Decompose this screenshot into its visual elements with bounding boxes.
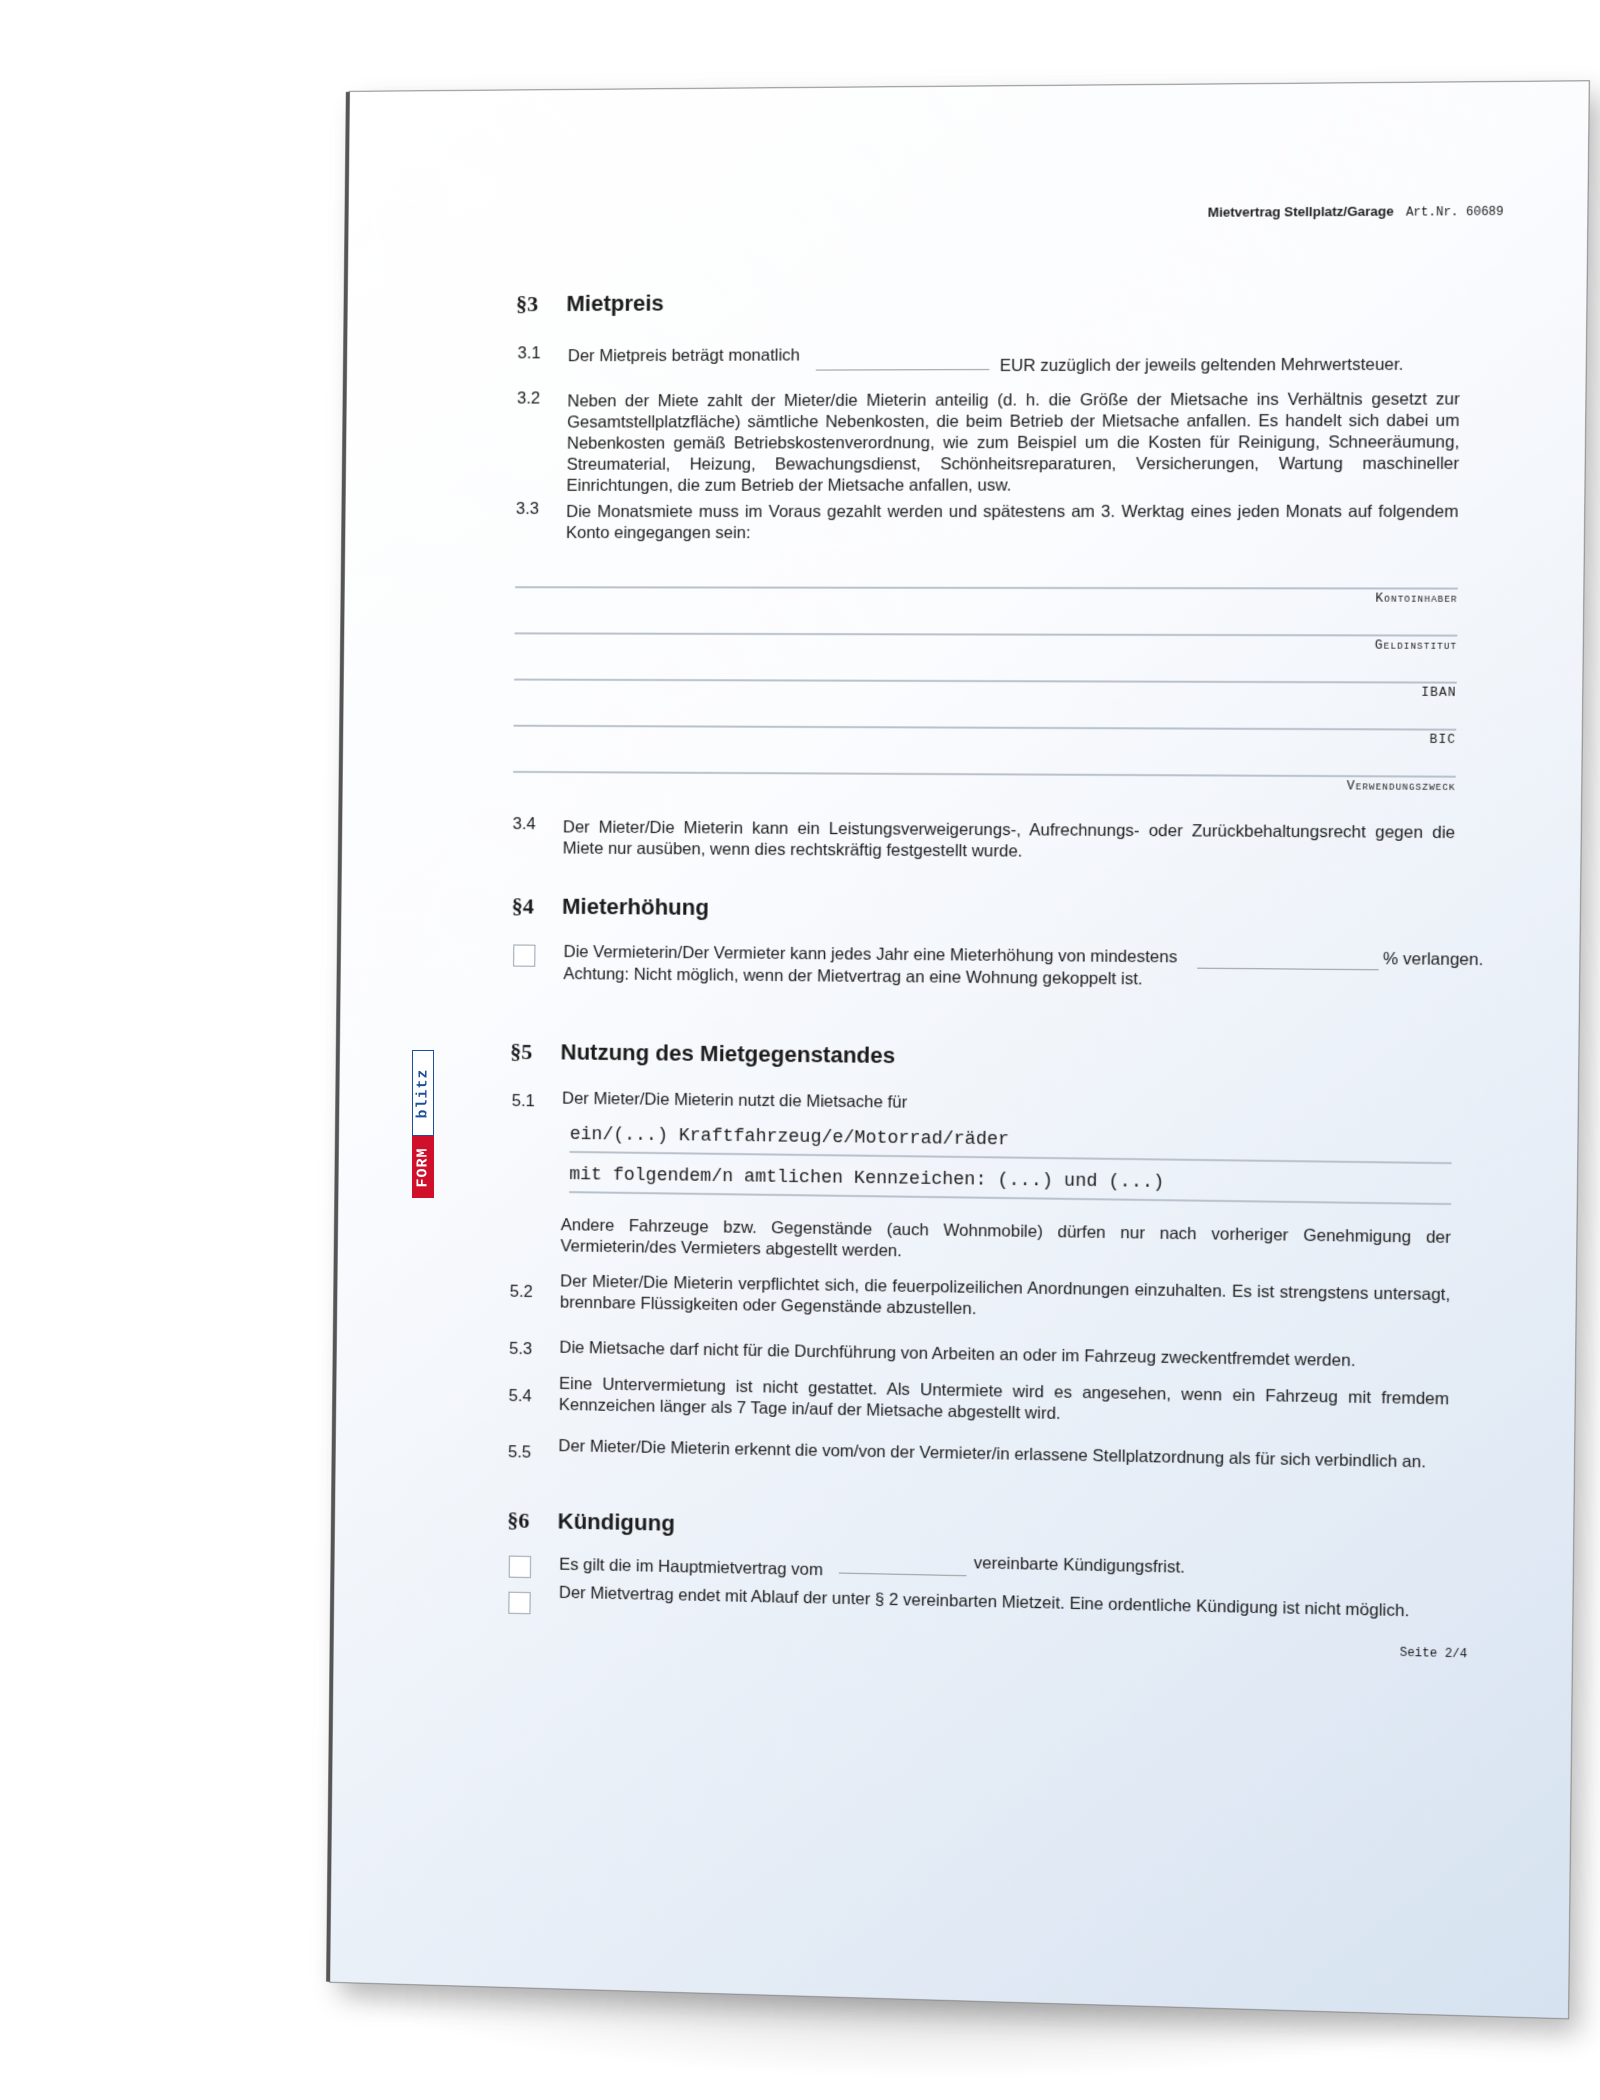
rent-increase-checkbox[interactable] [513, 944, 535, 966]
section-4-heading [512, 893, 710, 921]
account-holder-line[interactable] [515, 586, 1458, 589]
termination-option-1-before: Es gilt die im Hauptmietvertrag vom [559, 1555, 824, 1580]
vehicle-count-text: ein/(...) Kraftfahrzeug/e/Motorrad/räder [569, 1124, 1010, 1151]
clause-number: 5.1 [511, 1091, 535, 1111]
clause-5-3-text: Die Mietsache darf nicht für die Durchführung von Arbeiten an oder im Fahrzeug zweckentfremdet werden. [559, 1338, 1356, 1371]
rent-amount-field[interactable] [816, 369, 990, 371]
termination-option-1-after: vereinbarte Kündigungsfrist. [973, 1554, 1186, 1577]
payment-reference-label: Verwendungszweck [1346, 779, 1456, 795]
section-6-heading [507, 1507, 675, 1537]
payment-reference-line[interactable] [513, 771, 1456, 778]
clause-3-3-text: Die Monatsmiete muss im Voraus gezahlt werden und spätestens am 3. Werktag eines jeden Monats auf folgendem Konto eingegangen sein: [565, 502, 1459, 543]
license-plate-line[interactable] [569, 1191, 1451, 1205]
bank-name-line[interactable] [515, 632, 1458, 636]
document-title: Mietvertrag Stellplatz/Garage [1207, 203, 1394, 220]
document-header [1208, 203, 1504, 221]
rent-increase-note: Achtung: Nicht möglich, wenn der Mietvertrag an eine Wohnung gekoppelt ist. [563, 965, 1143, 989]
clause-number: 5.4 [508, 1386, 532, 1406]
section-6-number: §6 [507, 1507, 530, 1533]
clause-number: 5.5 [507, 1443, 532, 1462]
logo-blitz-part [412, 1050, 434, 1136]
clause-number: 3.4 [512, 815, 536, 834]
vehicle-count-line[interactable] [570, 1151, 1452, 1164]
rent-increase-unit: % verlangen. [1382, 949, 1484, 970]
iban-line[interactable] [514, 679, 1457, 684]
clause-5-2-text: Der Mieter/Die Mieterin verpflichtet sich, die feuerpolizeilichen Anordnungen einzuhalten. Es ist strengstens untersagt, brennbare Flüssigkeiten oder Gegenstände abzustellen. [559, 1272, 1451, 1319]
document-page [330, 81, 1589, 2018]
license-plate-text: mit folgendem/n amtlichen Kennzeichen: (...) und (...) [569, 1164, 1165, 1194]
rent-increase-text: Die Vermieterin/Der Vermieter kann jedes Jahr eine Mieterhöhung von mindestens [563, 942, 1178, 967]
clause-5-4-text: Eine Untervermietung ist nicht gestattet. Als Untermiete wird es angesehen, wenn ein Fahrzeug mit fremdem Kennzeichen länger als 7 Tage in/auf der Mietsache abgestellt wird. [558, 1374, 1450, 1423]
logo-form-part [412, 1136, 434, 1198]
clause-number: 5.3 [509, 1339, 533, 1359]
termination-option-2-checkbox[interactable] [508, 1592, 530, 1615]
clause-3-1-before: Der Mietpreis beträgt monatlich [567, 346, 801, 366]
bic-line[interactable] [514, 725, 1457, 731]
section-5-number: §5 [510, 1038, 533, 1065]
formblitz-logo [412, 1050, 434, 1198]
termination-option-2-text: Der Mietvertrag endet mit Ablauf der unter § 2 vereinbarten Mietzeit. Eine ordentliche Kündigung ist nicht möglich. [558, 1583, 1410, 1621]
clause-5-1-text: Der Mieter/Die Mieterin nutzt die Mietsache für [561, 1089, 908, 1112]
section-3-heading [516, 290, 664, 317]
bic-label: BIC [1429, 732, 1457, 748]
termination-option-1-checkbox[interactable] [509, 1556, 531, 1579]
section-3-title: Mietpreis [566, 290, 665, 317]
clause-number: 5.2 [509, 1282, 533, 1302]
clause-3-2-text: Neben der Miete zahlt der Mieter/die Mieterin anteilig (d. h. die Größe der Mietsache ins Verhältnis gesetzt zur Gesamtstellplatzfläche) sämtliche Nebenkosten, die beim Betrieb der Mietsache anfallen. Es handelt sich dabei um Nebenkosten gemäß Betriebskostenverordnung, wie zum Beispiel um die Kosten für Reinigung, Schneeräumung, Streumaterial, Heizung, Bewachungsdienst, Schönheitsreparaturen, Versicherungen, Wartung maschineller Einrichtungen, die zum Betrieb der Mietsache anfallen, usw. [566, 390, 1460, 495]
page-number: Seite 2/4 [1399, 1645, 1468, 1662]
clause-3-1-after: EUR zuzüglich der jeweils geltenden Mehrwertsteuer. [999, 355, 1404, 376]
section-4-number: §4 [511, 893, 534, 919]
account-holder-label: Kontoinhaber [1375, 591, 1458, 606]
section-5-heading [510, 1039, 895, 1069]
section-4-title: Mieterhöhung [561, 893, 710, 920]
section-5-title: Nutzung des Mietgegenstandes [560, 1039, 896, 1069]
clause-number: 3.2 [516, 389, 541, 408]
logo-blitz-text: blitz [414, 1067, 432, 1119]
bank-name-label: Geldinstitut [1374, 638, 1458, 653]
main-contract-date-field[interactable] [839, 1573, 967, 1577]
clause-number: 3.1 [517, 344, 541, 363]
clause-5-5-text: Der Mieter/Die Mieterin erkennt die vom/von der Vermieter/in erlassene Stellplatzordnung als für sich verbindlich an. [558, 1437, 1427, 1472]
clause-3-4-text: Der Mieter/Die Mieterin kann ein Leistungsverweigerungs-, Aufrechnungs- oder Zurückbehaltungsrecht gegen die Miete nur ausüben, wenn dies rechtskräftig festgestellt wurde. [562, 818, 1456, 861]
article-number: Art.Nr. 60689 [1405, 204, 1504, 220]
clause-5-1-additional: Andere Fahrzeuge bzw. Gegenstände (auch Wohnmobile) dürfen nur nach vorheriger Genehmigung der Vermieterin/des Vermieters abgestellt werden. [560, 1216, 1451, 1261]
iban-label: IBAN [1421, 685, 1457, 701]
section-3-number: §3 [515, 291, 539, 317]
clause-number: 3.3 [515, 499, 540, 518]
section-6-title: Kündigung [557, 1508, 675, 1536]
logo-form-text: FORM [414, 1146, 432, 1188]
rent-increase-percent-field[interactable] [1197, 968, 1379, 971]
